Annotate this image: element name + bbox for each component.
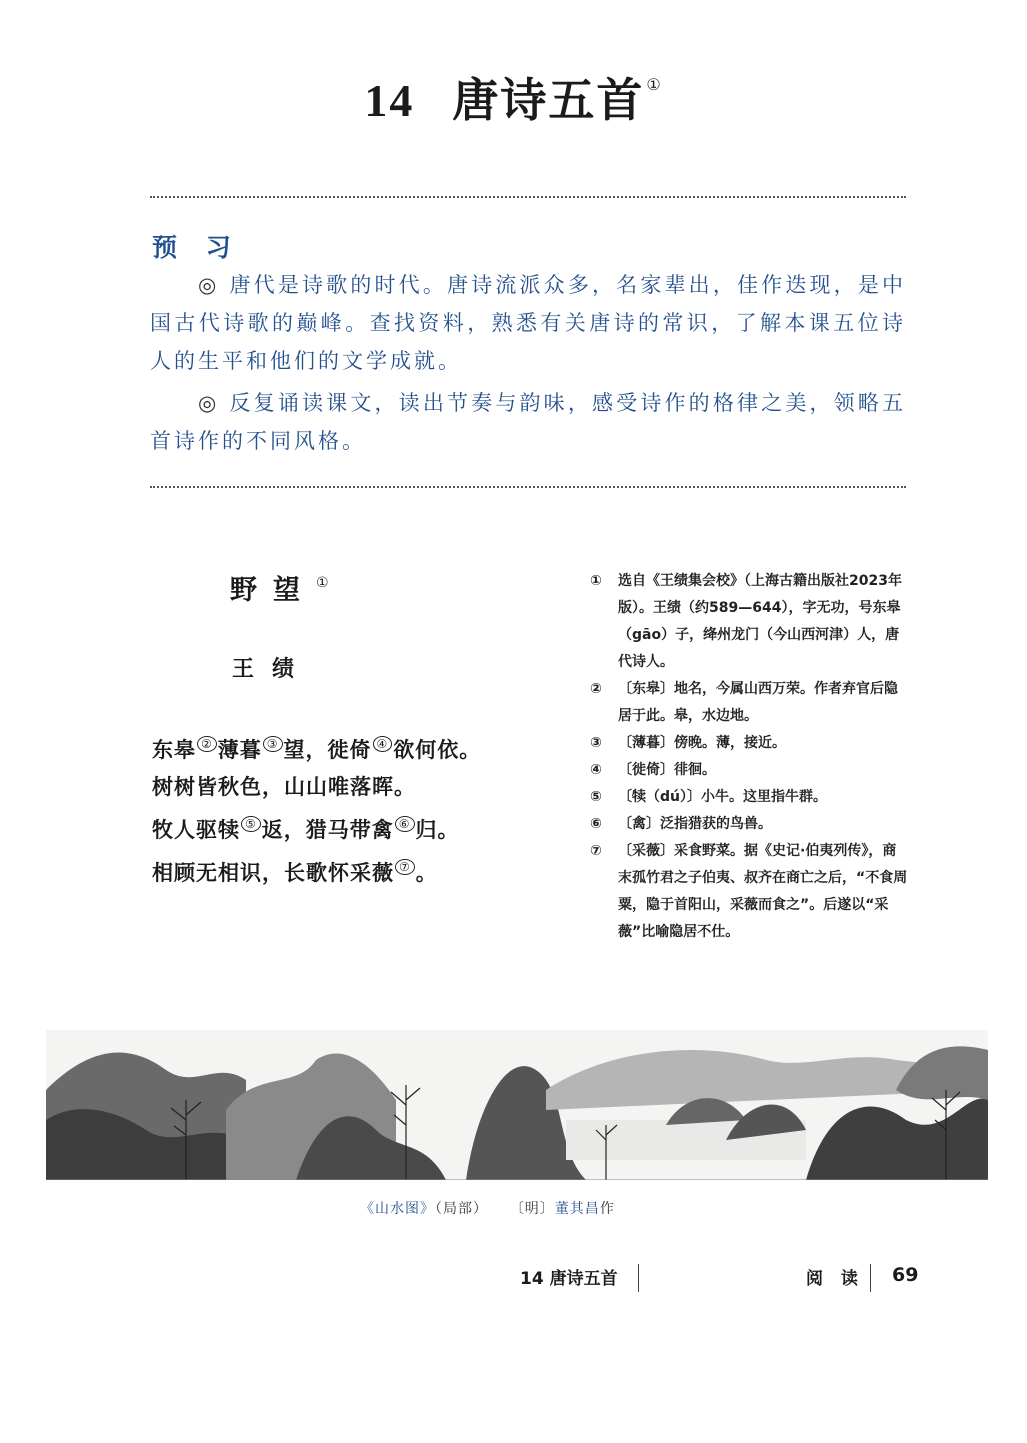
page-number: 69 [892, 1264, 919, 1286]
lesson-title [0, 64, 1027, 130]
footnote-5 [590, 784, 910, 811]
footer-divider [638, 1264, 639, 1292]
preview-paragraph-2 [150, 384, 906, 460]
caption-work: 《山水图》 [360, 1201, 435, 1217]
note-mark: ⑥ [395, 816, 415, 832]
footnote-text: 〔薄暮〕傍晚。薄，接近。 [618, 735, 786, 751]
note-mark: ⑦ [395, 859, 415, 875]
poem-line [152, 806, 481, 849]
footer-divider [870, 1264, 871, 1292]
footnote-6 [590, 811, 910, 838]
footer-lesson: 14 唐诗五首 [520, 1269, 618, 1289]
poem-text: 返，猎马带禽 [261, 818, 394, 842]
bullet-icon: ◎ [198, 391, 220, 415]
footnote-text: 〔禽〕泛指猎获的鸟兽。 [618, 816, 772, 832]
poem-text: 牧人驱犊 [152, 818, 240, 842]
lesson-title-note-mark: ① [646, 75, 663, 94]
footnote-7 [590, 838, 910, 946]
poem-author: 王绩 [232, 657, 313, 682]
poem-title [230, 568, 329, 607]
dotted-divider-bottom [150, 486, 906, 488]
poem-line [152, 769, 481, 806]
caption-part: （局部） [435, 1201, 488, 1217]
painting-caption [360, 1198, 615, 1218]
footnote-number: ⑦ [590, 843, 602, 859]
poem-text: 。 [415, 861, 438, 885]
dotted-divider-top [150, 196, 906, 198]
footnote-number: ① [590, 573, 602, 589]
footnote-3 [590, 730, 910, 757]
poem-text: 薄暮 [217, 738, 262, 762]
lesson-number: 14 [364, 75, 415, 126]
caption-artist: 董其昌 [554, 1201, 600, 1217]
footnote-text: 选自《王绩集会校》（上海古籍出版社2023年版）。王绩（约589—644），字无功，号东皋（gāo）子，绛州龙门（今山西河津）人，唐代诗人。 [618, 573, 902, 670]
caption-suffix: 作 [599, 1201, 615, 1217]
note-mark: ③ [263, 736, 283, 752]
footnote-number: ⑤ [590, 789, 602, 805]
footnote-1 [590, 568, 910, 676]
poem-title-text: 野望 [230, 575, 316, 606]
preview-paragraph-1 [150, 266, 906, 380]
footer-section: 阅 读 [806, 1269, 864, 1289]
footnote-4 [590, 757, 910, 784]
footnote-number: ⑥ [590, 816, 602, 832]
footnote-text: 〔徙倚〕徘徊。 [618, 762, 716, 778]
poem-line [152, 849, 481, 892]
poem-line [152, 726, 481, 769]
preview-heading: 预 习 [152, 233, 241, 262]
preview-paragraph-2-text: 反复诵读课文，读出节奏与韵味，感受诗作的格律之美，领略五首诗作的不同风格。 [150, 391, 907, 453]
note-mark: ④ [373, 736, 393, 752]
note-mark: ⑤ [241, 816, 261, 832]
caption-dynasty: 〔明〕 [509, 1201, 555, 1217]
poem-text: 树树皆秋色，山山唯落晖。 [152, 775, 416, 799]
footnote-number: ③ [590, 735, 602, 751]
footnote-number: ② [590, 681, 602, 697]
poem-title-note-mark: ① [316, 575, 329, 591]
poem-text: 东皋 [152, 738, 196, 762]
poem-text: 相顾无相识，长歌怀采薇 [152, 861, 394, 885]
footnote-text: 〔东皋〕地名，今属山西万荣。作者弃官后隐居于此。皋，水边地。 [618, 681, 898, 724]
footnote-number: ④ [590, 762, 602, 778]
footnote-text: 〔犊（dú）〕小牛。这里指牛群。 [618, 789, 827, 805]
poem-text: 望，徙倚 [283, 738, 372, 762]
bullet-icon: ◎ [198, 273, 220, 297]
poem-text: 欲何依。 [393, 738, 482, 762]
footnote-2 [590, 676, 910, 730]
footnotes [590, 568, 910, 946]
footnote-text: 〔采薇〕采食野菜。据《史记·伯夷列传》，商末孤竹君之子伯夷、叔齐在商亡之后，“不食周粟，隐于首阳山，采薇而食之”。后遂以“采薇”比喻隐居不仕。 [618, 843, 908, 940]
preview-paragraph-1-text: 唐代是诗歌的时代。唐诗流派众多，名家辈出，佳作迭现，是中国古代诗歌的巅峰。查找资料，熟悉有关唐诗的常识，了解本课五位诗人的生平和他们的文学成就。 [150, 273, 907, 373]
landscape-painting [46, 1030, 988, 1180]
poem-text: 归。 [415, 818, 460, 842]
note-mark: ② [197, 736, 217, 752]
poem-body [152, 726, 481, 892]
lesson-title-text: 唐诗五首 [452, 73, 645, 127]
